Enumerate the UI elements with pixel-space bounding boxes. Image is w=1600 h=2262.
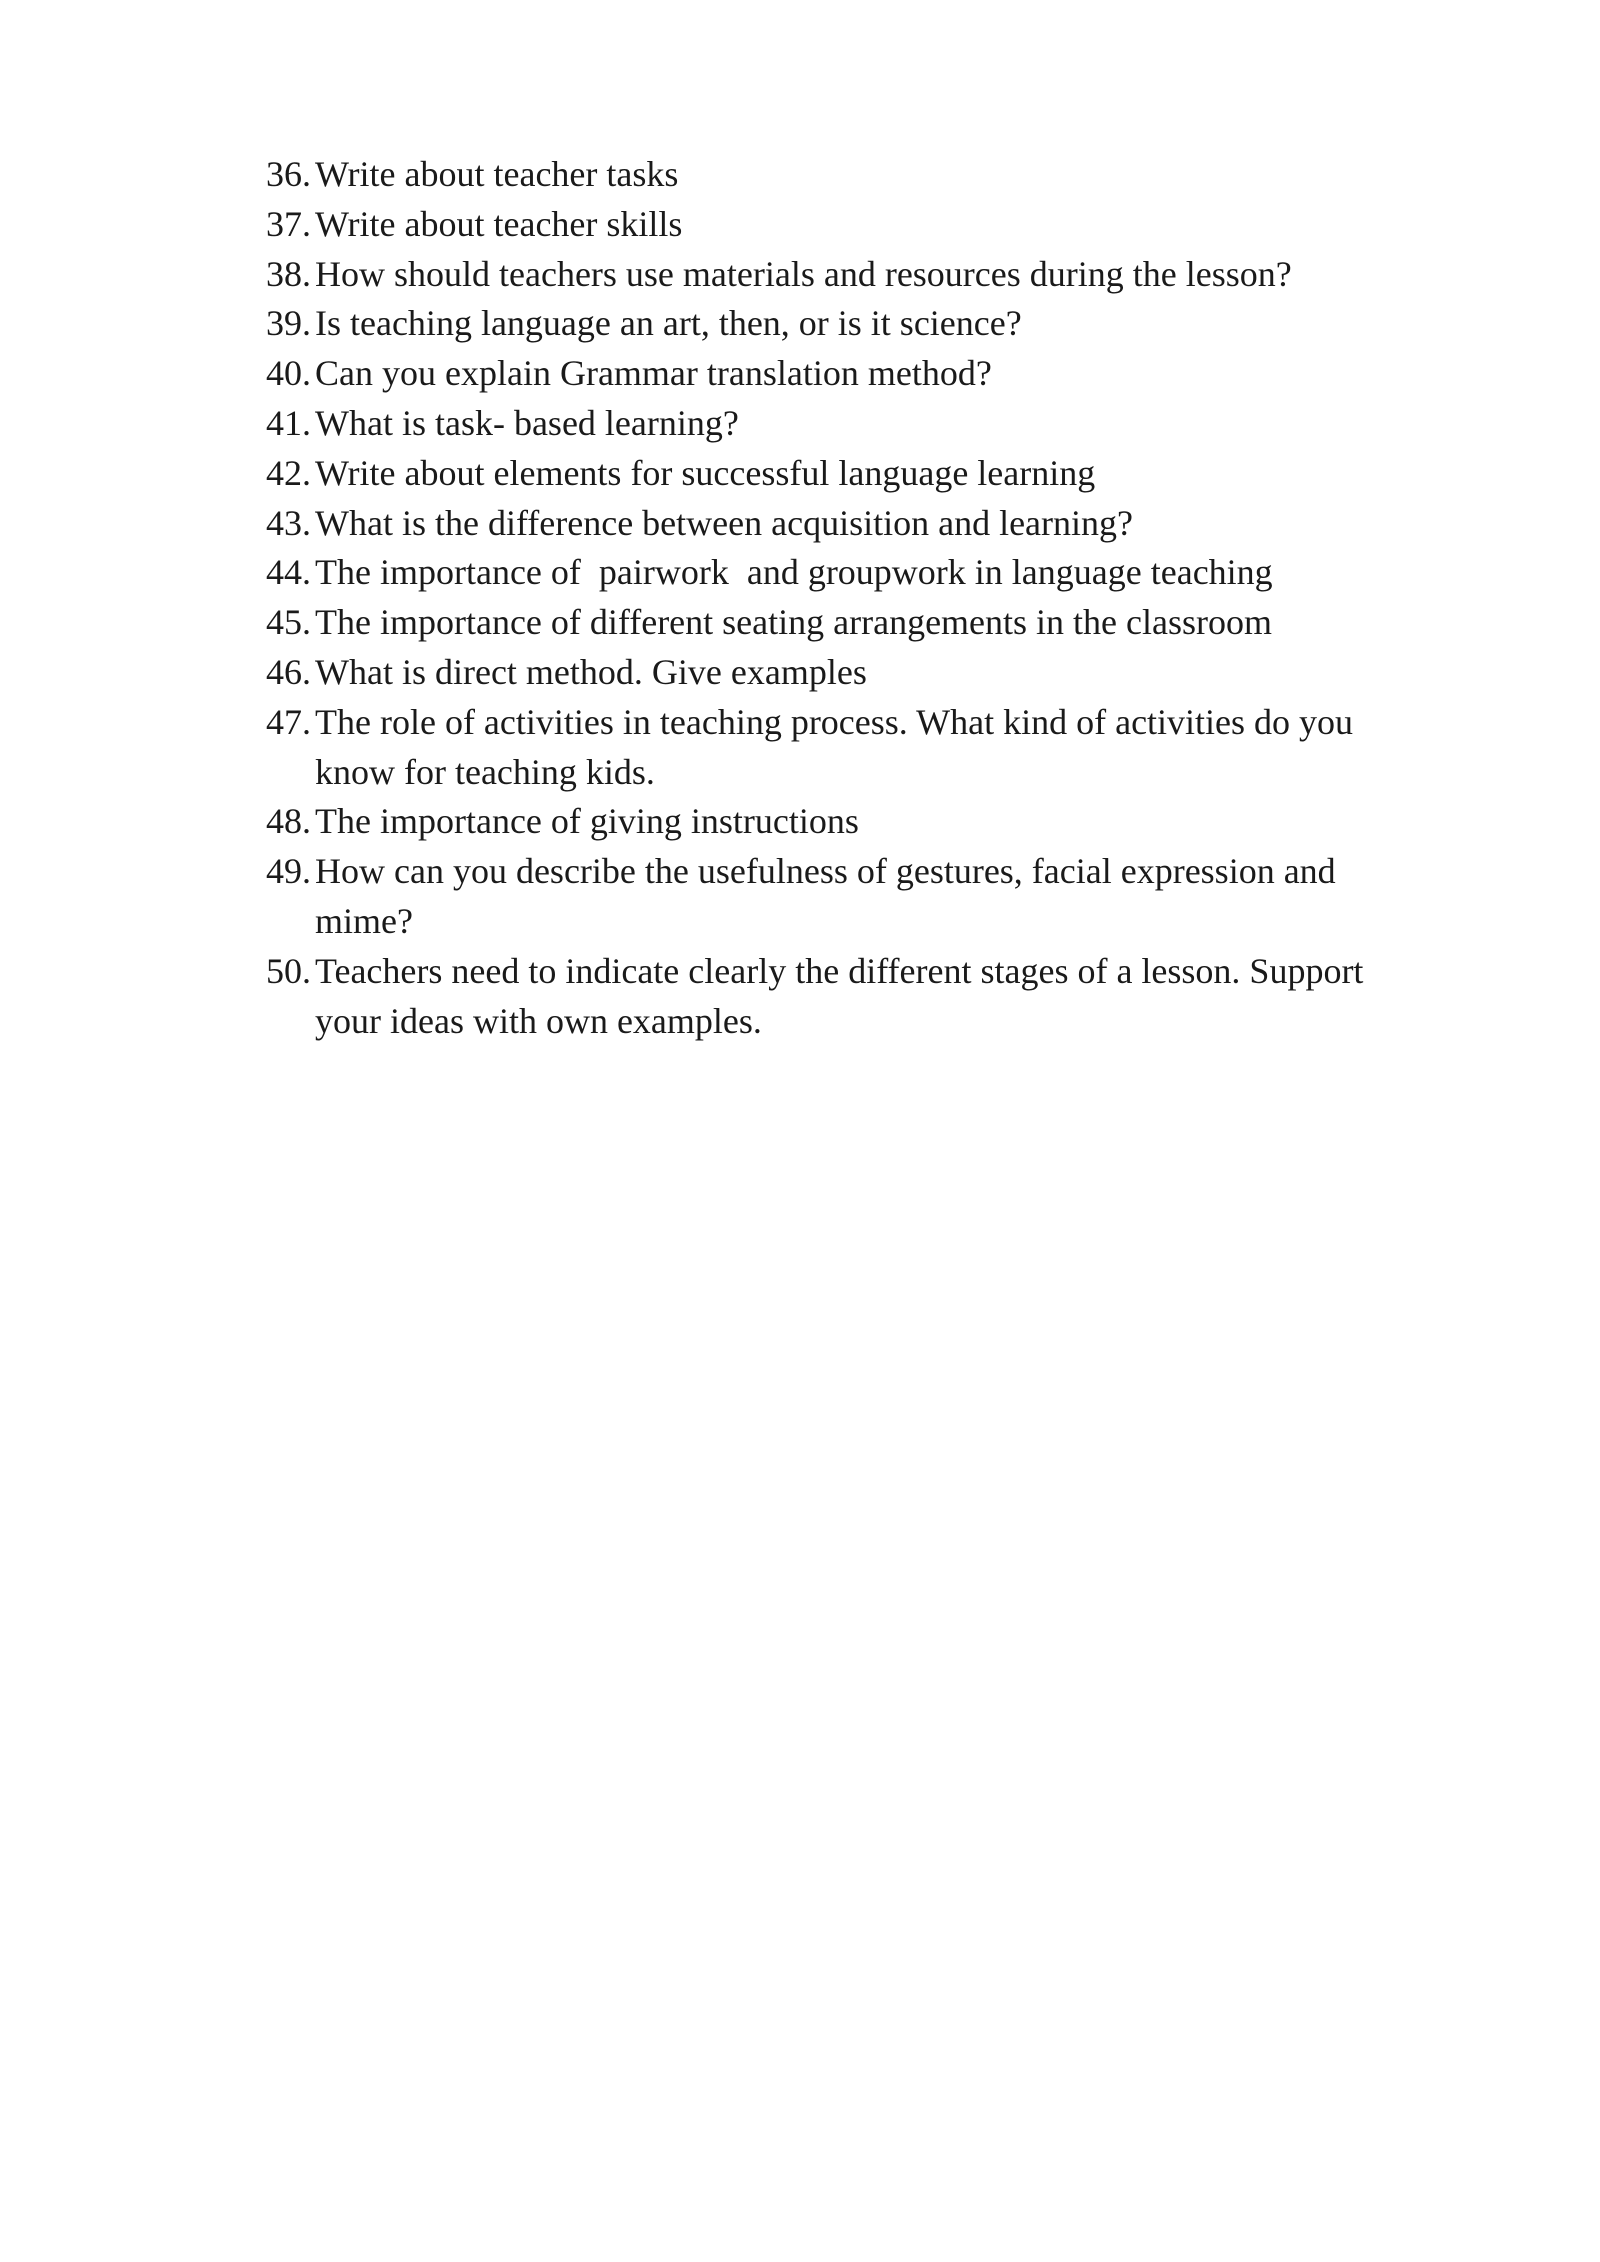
question-text: How can you describe the usefulness of gestures, facial expression and mime? xyxy=(315,851,1336,941)
question-text: Write about elements for successful language learning xyxy=(315,452,1096,493)
question-list xyxy=(266,150,1466,1046)
question-number: 48. xyxy=(266,801,311,842)
question-text: What is the difference between acquisition and learning? xyxy=(315,502,1133,543)
question-number: 40. xyxy=(266,353,311,394)
question-item xyxy=(266,847,1466,947)
question-item xyxy=(266,698,1466,798)
question-number: 41. xyxy=(266,402,311,443)
question-item xyxy=(266,250,1466,300)
question-item xyxy=(266,399,1466,449)
question-number: 44. xyxy=(266,552,311,593)
question-item xyxy=(266,299,1466,349)
question-item xyxy=(266,548,1466,598)
question-item xyxy=(266,797,1466,847)
question-number: 43. xyxy=(266,502,311,543)
question-number: 46. xyxy=(266,651,311,692)
question-text: The importance of giving instructions xyxy=(315,801,859,842)
question-item xyxy=(266,200,1466,250)
question-number: 36. xyxy=(266,154,311,194)
question-text: Write about teacher skills xyxy=(315,203,683,244)
question-text: Write about teacher tasks xyxy=(315,154,679,194)
question-text: Can you explain Grammar translation method? xyxy=(315,353,992,394)
question-text: What is task- based learning? xyxy=(315,402,739,443)
question-number: 45. xyxy=(266,602,311,643)
question-number: 50. xyxy=(266,950,311,991)
question-item xyxy=(266,947,1466,1047)
question-item xyxy=(266,598,1466,648)
question-number: 49. xyxy=(266,851,311,892)
question-item xyxy=(266,499,1466,549)
question-number: 37. xyxy=(266,203,311,244)
question-text: The importance of pairwork and groupwork in language teaching xyxy=(315,552,1273,593)
question-item xyxy=(266,449,1466,499)
question-item xyxy=(266,150,1466,200)
question-number: 47. xyxy=(266,701,311,742)
question-text: Teachers need to indicate clearly the different stages of a lesson. Support your ideas with own examples. xyxy=(315,950,1364,1041)
question-text: How should teachers use materials and resources during the lesson? xyxy=(315,253,1292,294)
question-text: Is teaching language an art, then, or is it science? xyxy=(315,303,1022,344)
question-text: What is direct method. Give examples xyxy=(315,651,867,692)
question-number: 38. xyxy=(266,253,311,294)
question-number: 42. xyxy=(266,452,311,493)
question-text: The importance of different seating arrangements in the classroom xyxy=(315,602,1272,643)
question-item xyxy=(266,349,1466,399)
question-item xyxy=(266,648,1466,698)
question-number: 39. xyxy=(266,303,311,344)
question-text: The role of activities in teaching process. What kind of activities do you know for teaching kids. xyxy=(315,701,1354,792)
